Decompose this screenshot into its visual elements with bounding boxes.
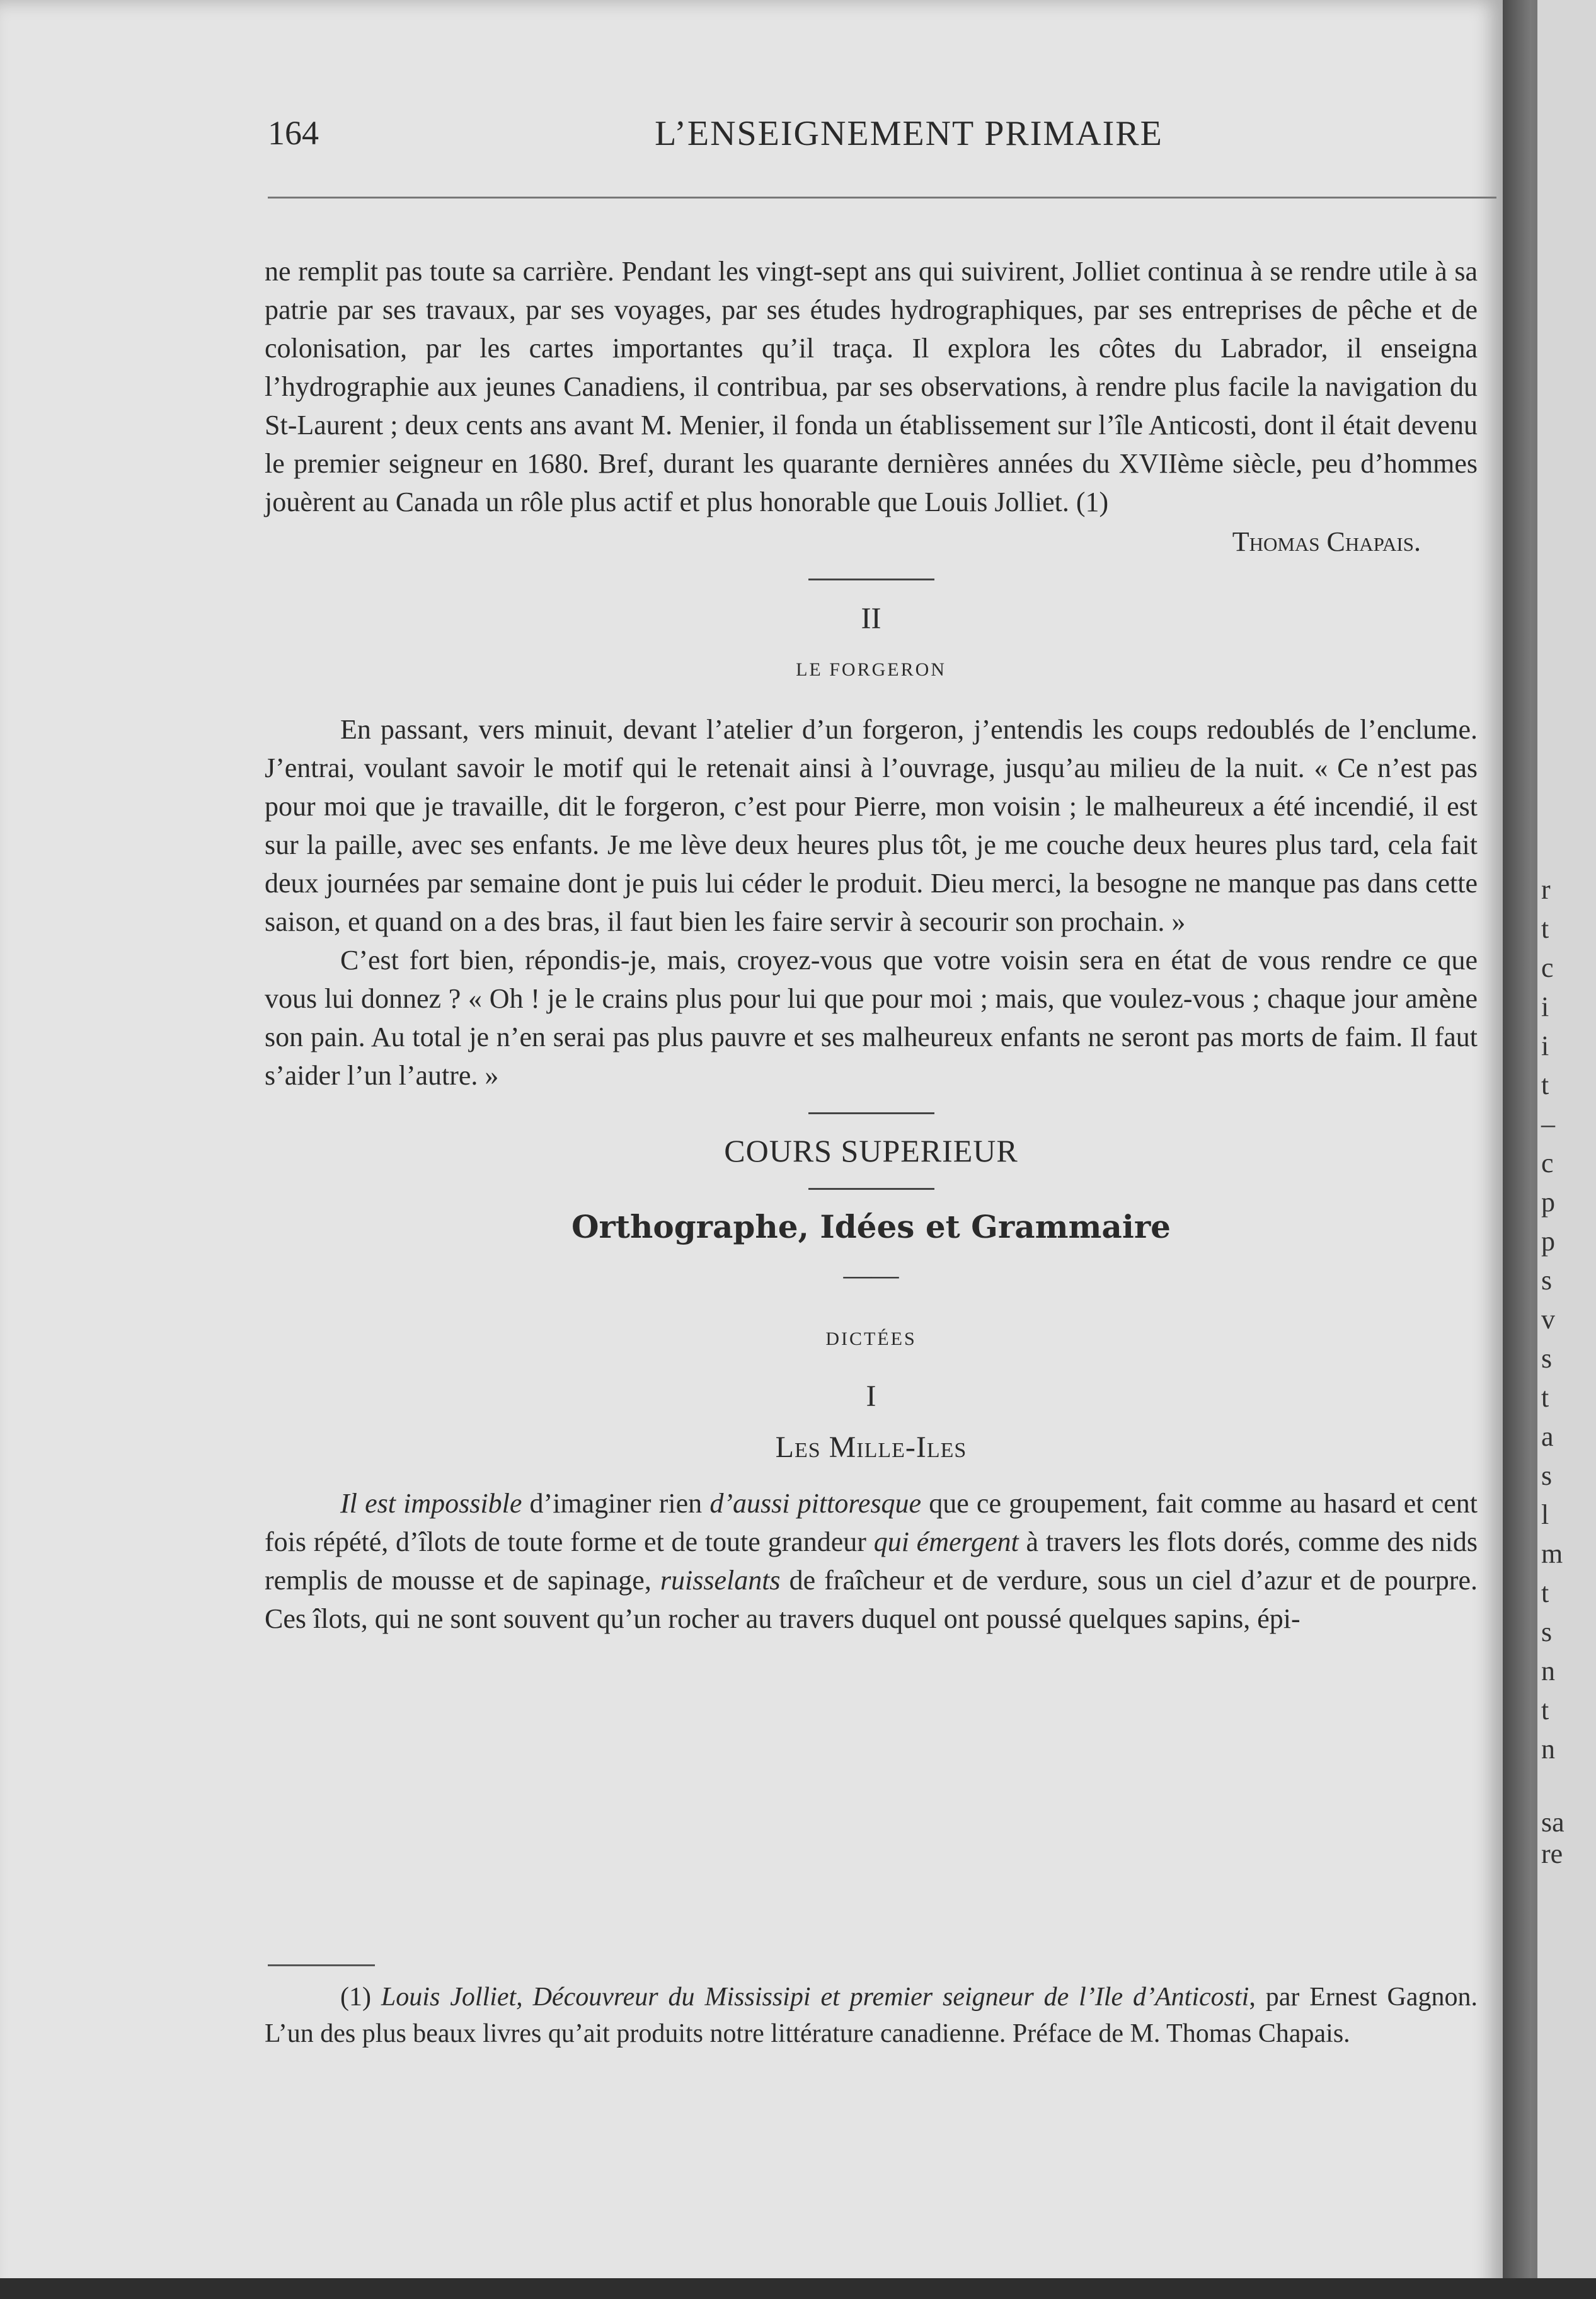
next-page-fragment: c [1541,1148,1554,1178]
next-page-fragment: – [1541,1109,1555,1139]
footnote-marker: (1) [340,1983,371,2012]
page-content [265,252,1478,1638]
dictee-title: Les Mille-Iles [775,1431,967,1464]
next-page-fragment: t [1541,913,1549,944]
footnote-rule [268,1964,375,1966]
text-run: d’imaginer rien [522,1488,710,1519]
footnote [265,1979,1478,2052]
next-page-fragment: s [1541,1616,1553,1647]
next-page-fragment: m [1541,1538,1563,1569]
section-divider [808,1112,934,1114]
next-page-fragment: p [1541,1187,1555,1218]
italic-phrase: d’aussi pittoresque [709,1488,922,1519]
next-page-fragment: c [1541,952,1554,983]
header-rule [268,197,1496,199]
dash-separator: —— [843,1260,899,1291]
next-page-fragment: t [1541,1382,1549,1413]
next-page-edge [1537,0,1596,2299]
text-run: de fraîcheur et de verdure, sous un ciel d’azur et de pourpre. Ces îlots, qui ne sont souvent qu’un rocher au travers duquel ont poussé quelques sapins, épi- [265,1565,1478,1634]
next-page-fragment: a [1541,1421,1554,1452]
next-page-fragment: p [1541,1226,1555,1257]
signature: Thomas Chapais. [1232,526,1421,557]
chapais-paragraph: ne remplit pas toute sa carrière. Pendant les vingt-sept ans qui suivirent, Jolliet continua à se rendre utile à sa patrie par ses travaux, par ses voyages, par ses études hydrographiques, par ses entreprises de pêche et de colonisation, par les cartes importantes qu’il traça. Il explora les côtes du Labrador, il enseigna l’hydrographie aux jeunes Canadiens, il contribua, par ses observations, à rendre plus facile la navigation du St-Laurent ; deux cents ans avant M. Menier, il fonda un établissement sur l’île Anticosti, dont il était devenu le premier seigneur en 1680. Bref, durant les quarante dernières années du XVIIème siècle, peu d’hommes jouèrent au Canada un rôle plus actif et plus honorable que Louis Jolliet. (1) [265,256,1478,517]
next-page-fragment: t [1541,1695,1549,1726]
dictee-paragraph [265,1484,1478,1638]
cours-heading: COURS SUPERIEUR [724,1133,1018,1168]
next-page-fragment: sa [1541,1807,1564,1838]
bottom-shadow [0,2278,1596,2299]
next-page-fragment: n [1541,1656,1555,1686]
next-page-fragment: n [1541,1734,1555,1765]
section-title: LE FORGERON [796,659,946,680]
footnote-text: , par Ernest Gagnon. L’un des plus beaux livres qu’ait produits notre littérature canadienne. Préface de M. Thomas Chapais. [265,1983,1478,2048]
next-page-fragment: t [1541,1069,1549,1100]
next-page-fragment: s [1541,1265,1553,1296]
lesson-title: Orthographe, Idées et Grammaire [571,1208,1171,1245]
forgeron-paragraph-2: C’est fort bien, répondis-je, mais, croyez-vous que votre voisin sera en état de vous rendre ce que vous lui donnez ? « Oh ! je le crains plus pour lui que pour moi ; mais, que voulez-vous ; chaque jour amène son pain. Au total je n’en serai pas plus pauvre et ses malheureux enfants ne seront pas morts de faim. Il faut s’aider l’un l’autre. » [265,945,1478,1091]
next-page-fragment: l [1541,1499,1549,1530]
text-run: que ce groupement, fait comme au hasard et cent fois répété, d’îlots de toute forme et de toute grandeur [265,1488,1478,1557]
next-page-fragment: re [1541,1838,1563,1869]
dictees-heading: DICTÉES [825,1328,917,1349]
forgeron-paragraph-1: En passant, vers minuit, devant l’atelier d’un forgeron, j’entendis les coups redoublés de l’enclume. J’entrai, voulant savoir le motif qui le retenait ainsi à l’ouvrage, jusqu’au milieu de la nuit. « Ce n’est pas pour moi que je travaille, dit le forgeron, c’est pour Pierre, mon voisin ; le malheureux a été incendié, il est sur la paille, avec ses enfants. Je me lève deux heures plus tôt, je me couche deux heures plus tard, cela fait deux journées par semaine dont je puis lui céder le produit. Dieu merci, la besogne ne manque pas dans cette saison, et quand on a des bras, il faut bien les faire servir à secourir son prochain. » [265,714,1478,937]
dictee-number: I [866,1380,876,1413]
section-number: II [861,602,881,635]
next-page-fragment: r [1541,874,1551,905]
italic-phrase: ruisselants [660,1565,781,1596]
next-page-fragment: v [1541,1304,1555,1335]
italic-phrase: qui émergent [873,1526,1019,1557]
section-divider [808,1188,934,1190]
next-page-fragment: i [1541,991,1549,1022]
page-header [268,113,1500,158]
next-page-fragment: s [1541,1343,1553,1374]
next-page-fragment: i [1541,1030,1549,1061]
page-number: 164 [268,114,319,152]
section-divider [808,579,934,580]
next-page-fragment: s [1541,1460,1553,1491]
italic-phrase: Il est impossible [340,1488,522,1519]
next-page-fragment: t [1541,1577,1549,1608]
running-title: L’ENSEIGNEMENT PRIMAIRE [655,114,1163,153]
text-run: à travers les flots dorés, comme des nids remplis de mousse et de sapinage, [265,1526,1478,1596]
footnote-italic: Louis Jolliet, Découvreur du Mississipi et premier seigneur de l’Ile d’Anticosti [381,1983,1249,2012]
